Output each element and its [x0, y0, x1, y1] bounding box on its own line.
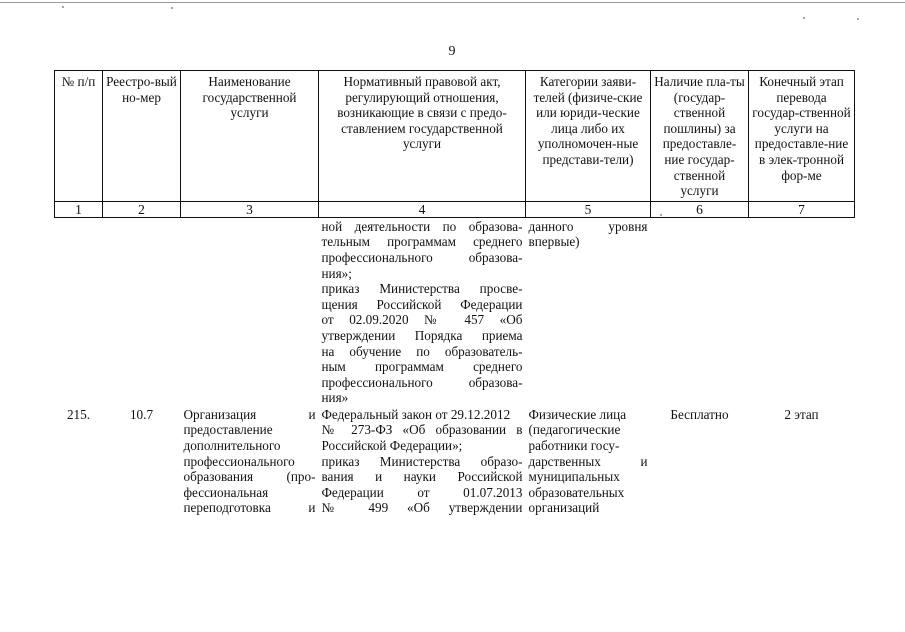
header-service-name: Наименование государственной услуги: [181, 71, 319, 202]
scan-speck: [803, 17, 805, 19]
scan-speck: [171, 7, 173, 9]
header-applicant-categories: Категории заяви-телей (физиче-ские или юриди-ческие лица либо их уполномочен-ные представи-тели): [526, 71, 651, 202]
text-line: на обучение по образователь-: [321, 343, 523, 359]
text-line: вания и науки Российской: [321, 469, 523, 485]
fee: Бесплатно: [670, 406, 729, 422]
text-line: приказ Министерства просве-: [321, 281, 523, 297]
text-line: ным программам среднего: [321, 359, 523, 375]
text-line: Российской Федерации»;: [321, 438, 463, 454]
text-line: муниципальных: [528, 469, 620, 485]
text-line: ной деятельности по образова-: [321, 218, 523, 234]
registry-number: 10.7: [129, 406, 154, 422]
row-number: 215.: [66, 406, 91, 422]
text-line: тельным программам среднего: [321, 234, 523, 250]
text-line: профессионального образова-: [321, 374, 523, 390]
text-line: приказ Министерства образо-: [321, 453, 523, 469]
scan-speck: [62, 6, 64, 8]
table-row: [55, 406, 855, 516]
text-line: от 02.09.2020 № 457 «Об: [321, 312, 523, 328]
text-line: профессионального образова-: [321, 249, 523, 265]
text-line: ния»: [321, 390, 349, 406]
header-electronic-stage: Конечный этап перевода государ-ственной услуги на предоставле-ние в элек-тронной фор-ме: [749, 71, 855, 202]
text-line: работники госу-: [528, 438, 620, 454]
text-line: переподготовка и: [183, 500, 316, 516]
text-line: данного уровня: [528, 218, 648, 234]
continued-applicant-categories: [526, 217, 651, 406]
text-line: утверждении Порядка приема: [321, 327, 523, 343]
text-line: организаций: [528, 500, 600, 516]
text-line: № 499 «Об утверждении: [321, 500, 523, 516]
column-number: 3: [181, 201, 319, 217]
text-line: дарственных и: [528, 453, 648, 469]
header-fee: Наличие пла-ты (государ-ственной пошлины) за предоставле-ние государ-ственной услуги: [651, 71, 749, 202]
applicant-categories: [526, 406, 651, 516]
text-line: Организация и: [183, 406, 316, 422]
column-number-row: [55, 201, 855, 217]
text-line: профессионального: [183, 453, 295, 469]
header-registry-number: Реестро-вый но-мер: [103, 71, 181, 202]
text-line: впервые): [528, 234, 580, 250]
service-name: [181, 406, 319, 516]
header-number: № п/п: [55, 71, 103, 202]
text-line: щения Российской Федерации: [321, 296, 523, 312]
header-row: [55, 71, 855, 202]
scan-top-edge: [0, 2, 905, 3]
text-line: ния»;: [321, 265, 352, 281]
text-line: Федерации от 01.07.2013: [321, 484, 523, 500]
text-line: предоставление: [183, 422, 273, 438]
text-line: дополнительного: [183, 438, 281, 454]
legal-act: [319, 406, 526, 516]
page-number: 9: [448, 44, 456, 59]
text-line: образовательных: [528, 484, 625, 500]
column-number: 5: [526, 201, 651, 217]
text-line: фессиональная: [183, 484, 269, 500]
header-legal-act: Нормативный правовой акт, регулирующий отношения, возникающие в связи с предо-ставлением государственной услуги: [319, 71, 526, 202]
column-number: 1: [55, 201, 103, 217]
text-line: (педагогические: [528, 422, 621, 438]
text-line: Физические лица: [528, 406, 627, 422]
column-number: 4: [319, 201, 526, 217]
text-line: № 273-ФЗ «Об образовании в: [321, 422, 523, 438]
column-number: 7: [749, 201, 855, 217]
scan-speck: [857, 18, 859, 20]
continuation-row: [55, 217, 855, 406]
continued-legal-act: [319, 217, 526, 406]
services-registry-table: [54, 70, 855, 516]
text-line: образования (про-: [183, 469, 316, 485]
text-line: Федеральный закон от 29.12.2012: [321, 406, 511, 422]
column-number: 2: [103, 201, 181, 217]
electronic-stage: 2 этап: [784, 406, 819, 422]
column-number: 6: [651, 201, 749, 217]
